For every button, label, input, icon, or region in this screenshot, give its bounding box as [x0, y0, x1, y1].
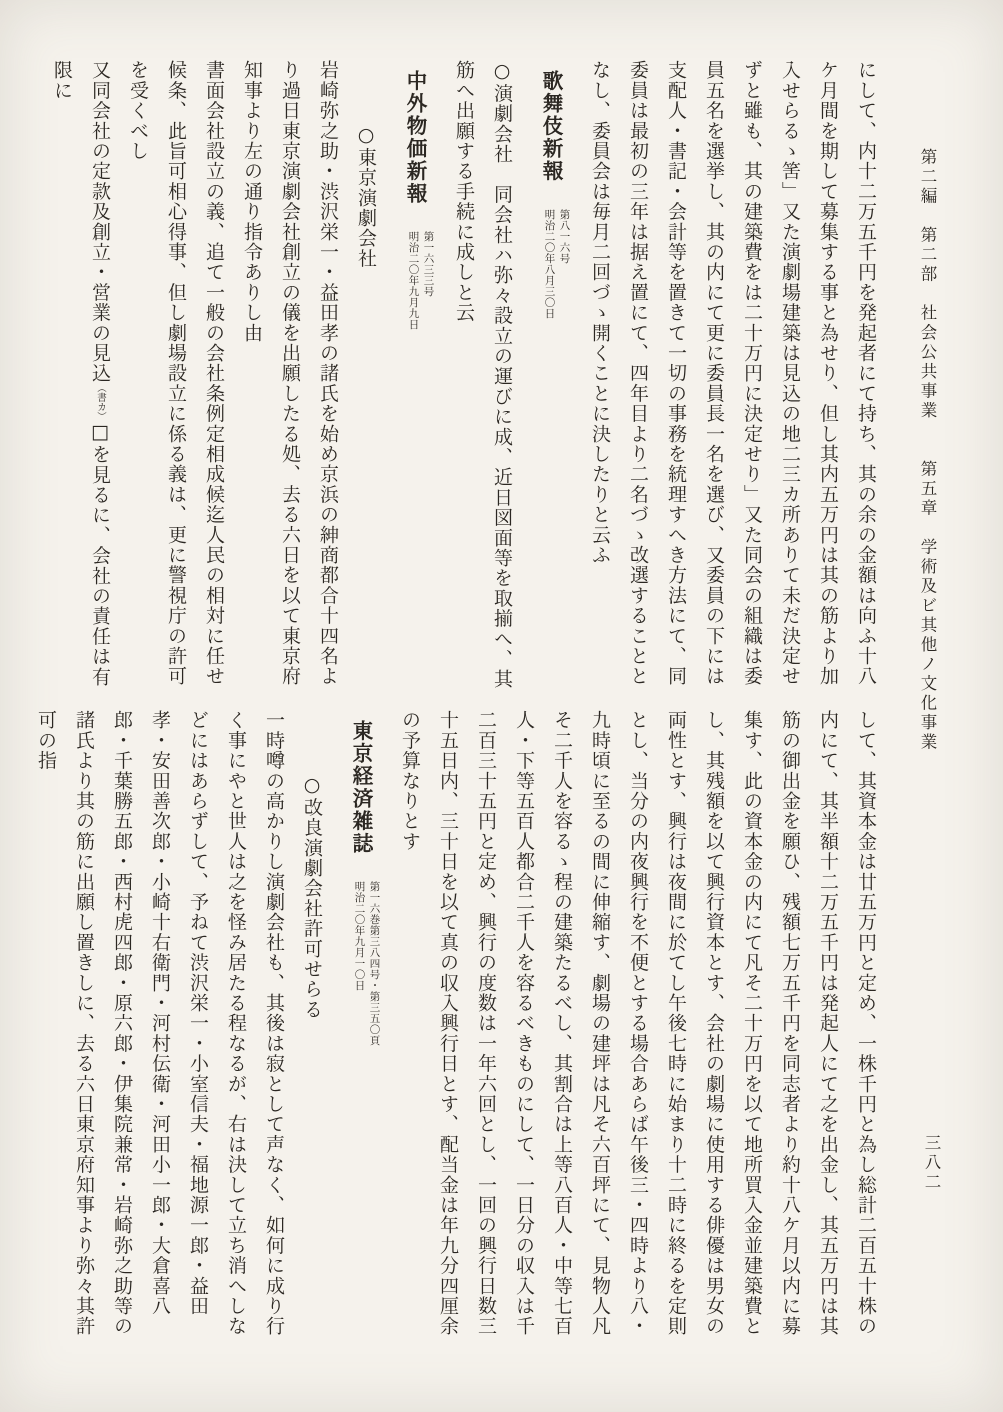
article-subtitle-tokyo-engeki-kaisha: ○東京演劇会社: [355, 124, 377, 269]
citation-issue: 第一六三三号: [422, 231, 435, 297]
newspaper-citation: [406, 231, 436, 330]
citation-date: 明治二〇年八月三〇日: [543, 208, 556, 319]
running-head: 第二編 第二部 社会公共事業 第五章 学術及ビ其他ノ文化事業: [918, 148, 937, 753]
newspaper-title-chugai-bukka-shinpo: [394, 60, 436, 696]
newspaper-title-text: 東京経済雑誌: [349, 720, 373, 855]
upper-text-block: [43, 60, 885, 696]
newspaper-title-tokyo-keizai-zasshi: [340, 710, 382, 1346]
citation-issue: 第一六巻第三八四号・第三五〇頁: [368, 881, 381, 1046]
directive-quote-paragraph: 書面会社設立の義、追て一般の会社条例定相成候迄人民の相対に任せ候条、此旨可相心得事、但し劇場設立に係る義は、更に警視庁の許可を受くべし: [127, 60, 225, 687]
continuation-paragraph-upper: にして、内十二万五千円を発起者にて持ち、其の余の金額は向ふ十八ケ月間を期して募集する事と為せり、但し其内五万円は其の筋より加入せらるゝ筈」又た演劇場建築は見込の地二三カ所ありて未だ決定せずと雖も、其の建築費をは二十万円に決定せり」又た同会の組織は委員五名を選挙し、其の内にて更に委員長一名を選び、又委員の下には支配人・書記・会計等を置きて一切の事務を統理すへき方法にて、同委員は最初の三年は据え置にて、四年目より二名づゝ改選することとなし、委員会は毎月二回づゝ開くことに決したりと云ふ: [589, 60, 877, 687]
continuation-paragraph-lower: して、其資本金は廿五万円と定め、一株千円と為し総計二百五十株の内にて、其半額十二万五千円は発起人にて之を出金し、其五万円は其筋の御出金を願ひ、残額七万五千円を同志者より約十八ケ月以内に募集す、此の資本金の内にて凡そ二十万円を以て地所買入金並建築費とし、其残額を以て興行資本とす、会社の劇場に使用する俳優は男女の両性とす、興行は夜間に於てし午後七時に始まり十二時に終るを定則とし、当分の内夜興行を不便とする場合あらば午後三・四時より八・九時頃に至るの間に伸縮す、劇場の建坪は凡そ六百坪にて、見物人凡そ二千人を容るゝ程の建築たるべし、其割合は上等八百人・中等七百人・下等五百人都合二千人を容るべきものにして、一日分の収入は千二百三十五円と定め、興行の度数は一年六回とし、一回の興行日数三十五日内、三十日を以て真の収入興行日とす、配当金は年九分四厘余の予算なりとす: [399, 710, 877, 1337]
paragraph-text: □を見るに、会社の責任は有限に: [51, 60, 111, 687]
citation-date: 明治二〇年九月九日: [407, 231, 420, 330]
article-paragraph: 岩崎弥之助・渋沢栄一・益田孝の諸氏を始め京浜の紳商都合十四名より過日東京演劇会社創立の儀を出願したる処、去る六日を以て東京府知事より左の通り指令ありし由: [241, 60, 339, 687]
article-subtitle-kairyo-engeki-kaisha: ○改良演劇会社許可せらる: [301, 774, 323, 1020]
newspaper-title-text: 中外物価新報: [403, 70, 427, 205]
citation-issue: 第八一六号: [558, 208, 571, 264]
article-paragraph-with-note: [43, 60, 119, 696]
editorial-note: （書カ）: [95, 383, 106, 422]
page-number: 三八二: [922, 1134, 941, 1193]
newspaper-title-kabuki-shinpo: [530, 60, 572, 696]
article-paragraph: 一時噂の高かりし演劇会社も、其後は寂として声なく、如何に成り行く事にやと世人は之を怪み居たる程なるが、右は決して立ち消へしなどにはあらずして、予ねて渋沢栄一・小室信夫・福地源一郎・益田孝・安田善次郎・小崎十右衛門・河村伝衛・河田小一郎・大倉喜八郎・千葉勝五郎・西村虎四郎・原六郎・伊集院兼常・岩崎弥之助等の諸氏より其の筋に出願し置きしに、去る六日東京府知事より弥々其許可の指: [35, 710, 285, 1337]
lower-text-block: [27, 710, 885, 1346]
newspaper-citation: [542, 209, 572, 319]
citation-date: 明治二〇年九月一〇日: [353, 881, 366, 991]
newspaper-citation: [352, 881, 382, 1046]
paragraph-text: 又同会社の定款及創立・営業の見込: [89, 60, 111, 384]
article-engeki-kaisha: ○演劇会社 同会社ハ弥々設立の運びに成、近日図面等を取揃へ、其筋へ出願する手続に成しと云: [453, 60, 513, 690]
newspaper-title-text: 歌舞伎新報: [539, 70, 563, 183]
